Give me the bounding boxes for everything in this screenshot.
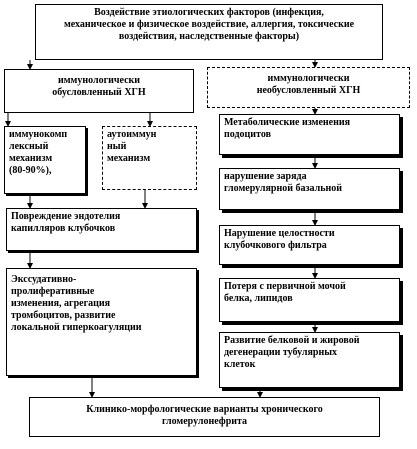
immunologic-chgn-text: иммунологически обусловленный ХГН (52, 75, 146, 98)
autoimmune-text: аутоиммун ный механизм (107, 129, 157, 164)
clinical-variants-text: Клинико-морфологические варианты хронического гломерулонефрита (86, 404, 323, 427)
degeneration-text: Развитие белковой и жировой дегенерации тубулярных клеток (224, 335, 360, 370)
loss-box (219, 278, 400, 322)
autoimmune-box (102, 126, 197, 190)
immunocomplex-box (4, 126, 86, 194)
metabolic-box (219, 114, 400, 155)
nonimmunologic-chgn-text: иммунологически необусловленный ХГН (256, 73, 361, 96)
endothelium-text: Повреждение эндотелия капилляров клубочков (11, 211, 121, 234)
immunologic-chgn-box (4, 69, 194, 113)
charge-text: нарушение заряда гломерулярной базальной (224, 171, 343, 194)
etiology-text: Воздействие этиологических факторов (инфекция, механическое и физическое воздействие, аллергия, токсические воздействия, наследственные факторы) (63, 7, 355, 42)
integrity-text: Нарушение целостности клубочкового фильтра (224, 228, 335, 251)
clinical-variants-box (29, 397, 380, 437)
exudative-box (6, 268, 197, 376)
immunocomplex-text: иммунокомп лексный механизм (80-90%), (9, 129, 68, 176)
loss-text: Потеря с первичной мочой белка, липидов (224, 281, 346, 304)
charge-box (219, 168, 400, 210)
integrity-box (219, 225, 400, 265)
metabolic-text: Метаболические изменения подоцитов (224, 117, 351, 140)
nonimmunologic-chgn-box (207, 67, 410, 108)
endothelium-box (6, 208, 197, 251)
exudative-text: Экссудативно- пролиферативные изменения, агрегация тромбоцитов, развитие локальной гиперкоагуляции (11, 274, 142, 333)
degeneration-box (219, 332, 400, 388)
etiology-box (35, 4, 383, 60)
